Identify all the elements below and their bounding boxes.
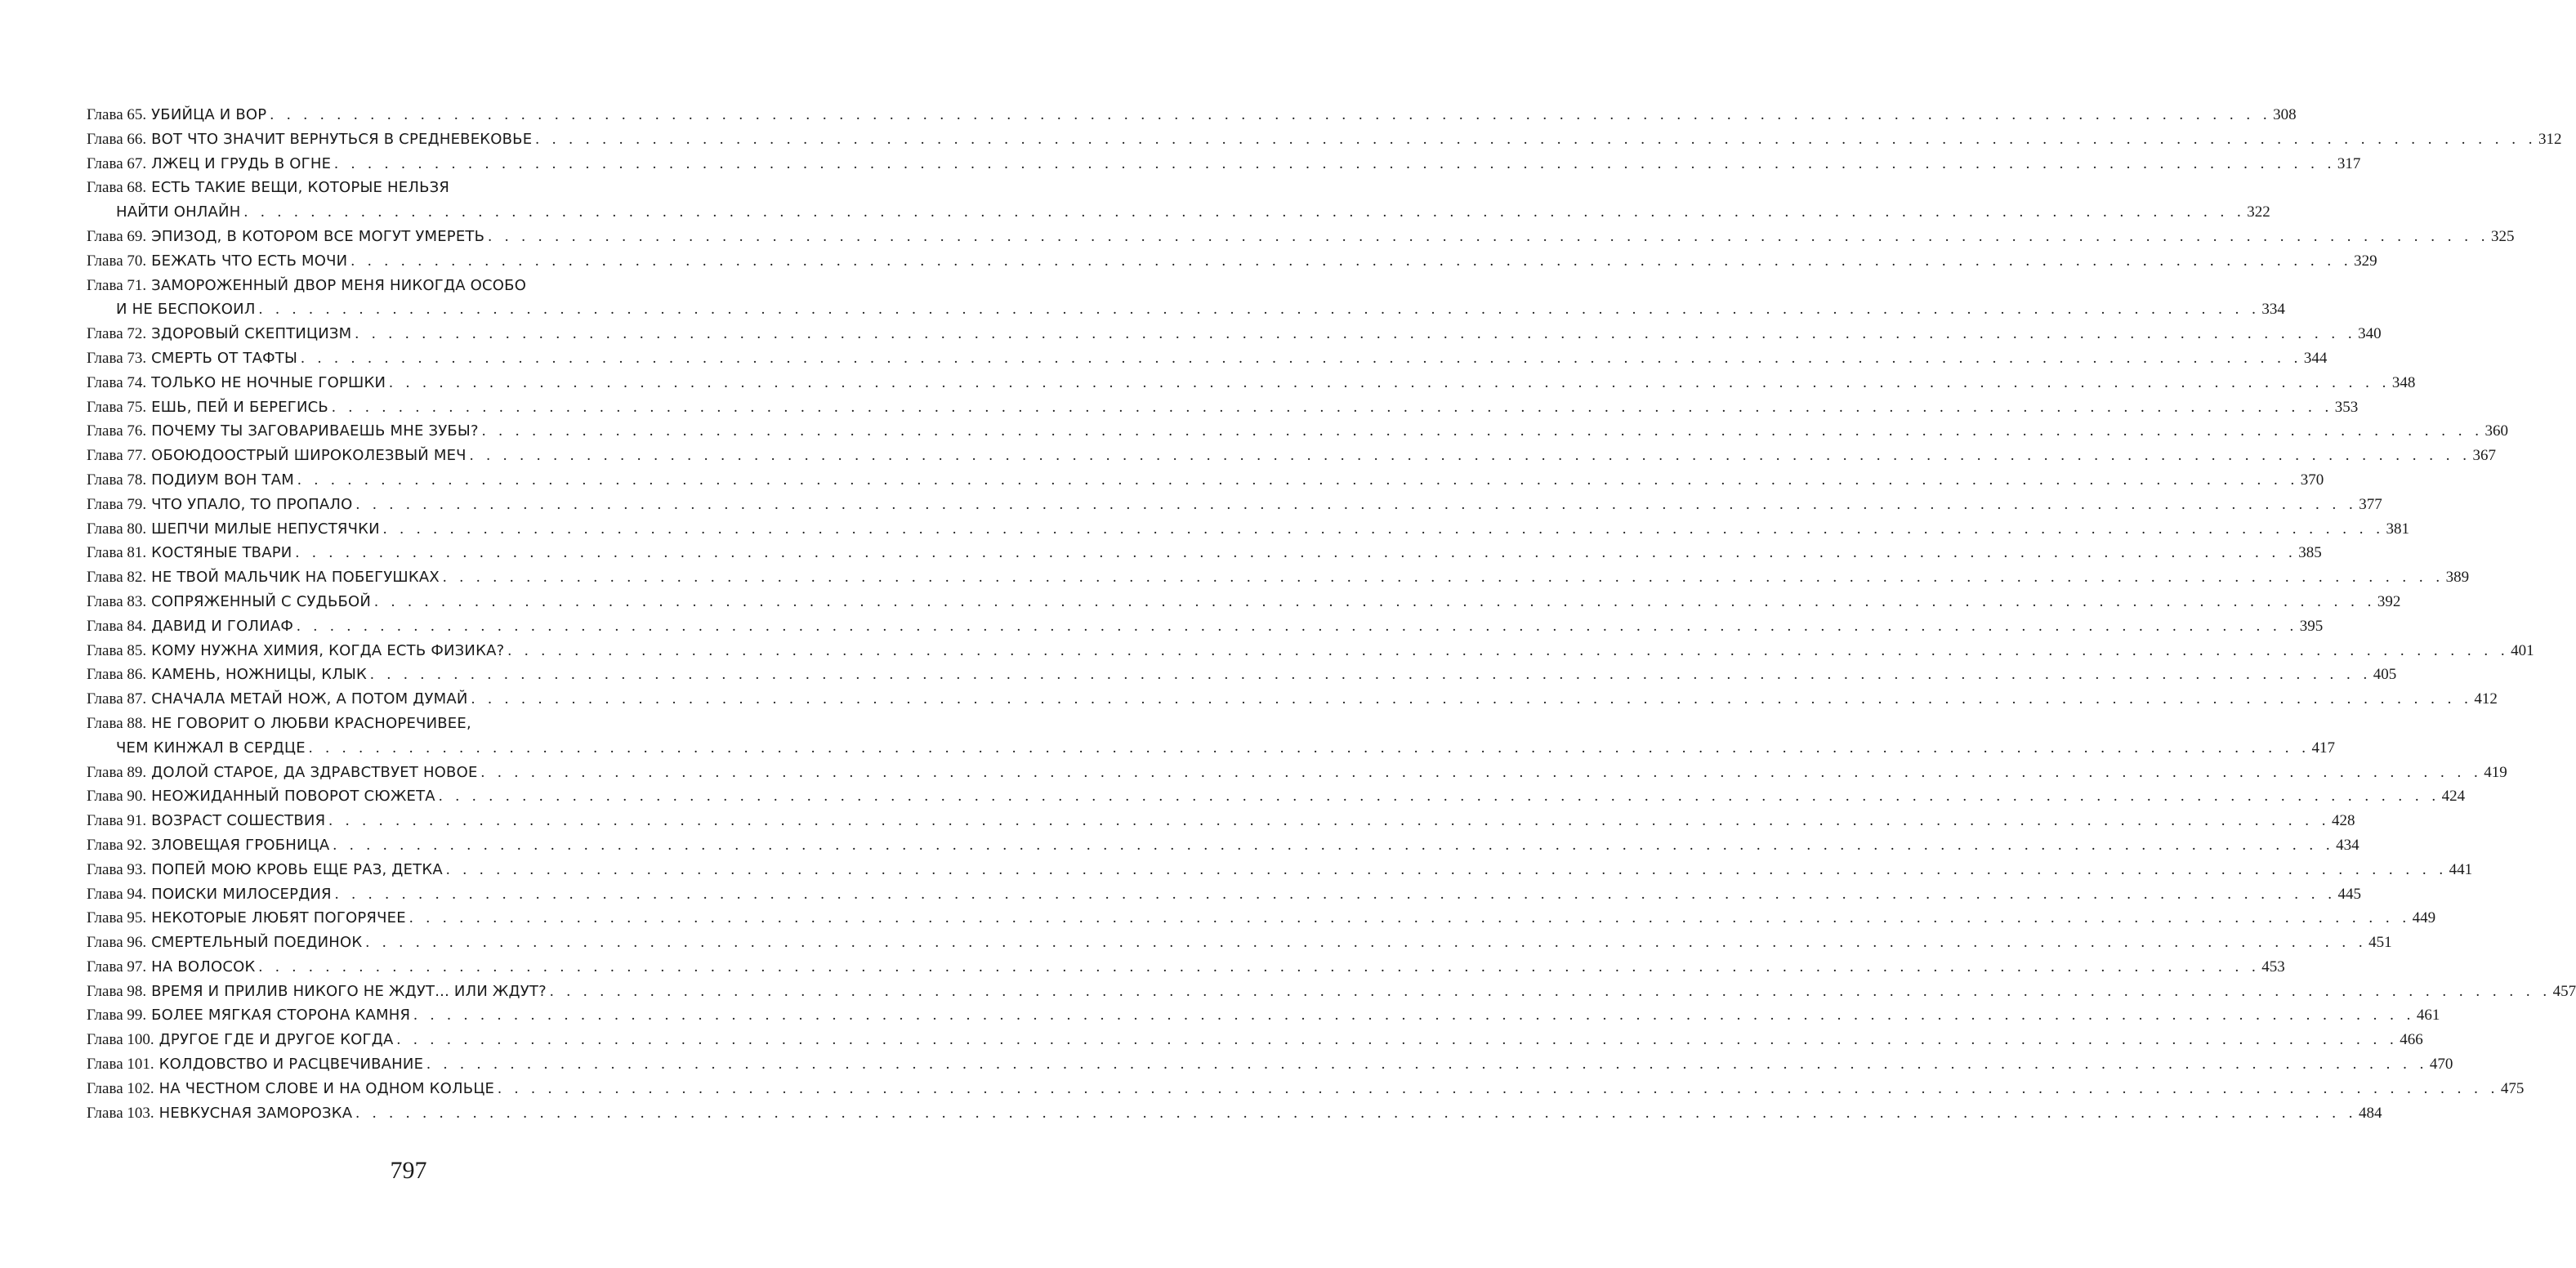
chapter-title: СМЕРТЕЛЬНЫЙ ПОЕДИНОК	[151, 934, 363, 952]
dot-leader: . . . . . . . . . . . . . . . . . . . . . . . . . . . . . . . . . . . . . . . . . . . . . . . . . . . . . . . . . . . . . . . . . . . . . . . . . . . . . . . . . . . . . . . . . . . . . . . . . . . . . . . . . . . . . . . . . . . . . . . .	[243, 203, 2246, 221]
chapter-page-number: 317	[2337, 154, 2361, 172]
toc-entry-line	[87, 761, 2507, 785]
toc-entry	[87, 761, 2507, 785]
dot-leader: . . . . . . . . . . . . . . . . . . . . . . . . . . . . . . . . . . . . . . . . . . . . . . . . . . . . . . . . . . . . . . . . . . . . . . . . . . . . . . . . . . . . . . . . . . . . . . . . . . . . . . . . . . . . . . . . . . . . . . . .	[438, 788, 2440, 806]
toc-entry-line	[87, 1077, 2525, 1101]
chapter-page-number: 395	[2299, 617, 2324, 635]
toc-entry-line	[87, 493, 2382, 517]
chapter-label: Глава 98.	[87, 982, 147, 1000]
toc-entry	[87, 784, 2466, 809]
dot-leader: . . . . . . . . . . . . . . . . . . . . . . . . . . . . . . . . . . . . . . . . . . . . . . . . . . . . . . . . . . . . . . . . . . . . . . . . . . . . . . . . . . . . . . . . . . . . . . . . . . . . . . . . . . . . . . . . . . . . . . . .	[258, 301, 2261, 319]
chapter-label: Глава 87.	[87, 690, 147, 708]
chapter-title: БОЛЕЕ МЯГКАЯ СТОРОНА КАМНЯ	[151, 1007, 411, 1025]
toc-entry	[87, 371, 2416, 395]
toc-entry	[87, 1003, 2440, 1028]
dot-leader: . . . . . . . . . . . . . . . . . . . . . . . . . . . . . . . . . . . . . . . . . . . . . . . . . . . . . . . . . . . . . . . . . . . . . . . . . . . . . . . . . . . . . . . . . . . . . . . . . . . . . . . . . . . . . . . . . . . . . . . .	[297, 617, 2298, 635]
chapter-page-number: 322	[2247, 203, 2270, 221]
page-number-footer: 797	[390, 1157, 427, 1184]
chapter-title: ВРЕМЯ И ПРИЛИВ НИКОГО НЕ ЖДУТ... ИЛИ ЖДУТ?	[151, 982, 547, 1000]
chapter-page-number: 445	[2337, 885, 2362, 903]
dot-leader: . . . . . . . . . . . . . . . . . . . . . . . . . . . . . . . . . . . . . . . . . . . . . . . . . . . . . . . . . . . . . . . . . . . . . . . . . . . . . . . . . . . . . . . . . . . . . . . . . . . . . . . . . . . . . . . . . . . . . . . .	[258, 958, 2261, 976]
chapter-label: Глава 94.	[87, 885, 147, 903]
toc-entry	[87, 541, 2322, 565]
chapter-title: НА ВОЛОСОК	[151, 958, 256, 976]
toc-entry	[87, 493, 2382, 517]
toc-entry	[87, 663, 2397, 687]
chapter-label: Глава 77.	[87, 447, 147, 465]
chapter-label: Глава 83.	[87, 592, 147, 610]
chapter-title: НА ЧЕСТНОМ СЛОВЕ И НА ОДНОМ КОЛЬЦЕ	[158, 1079, 495, 1097]
toc-entry	[87, 590, 2401, 614]
chapter-label: Глава 76.	[87, 422, 147, 440]
chapter-label: Глава 91.	[87, 812, 147, 830]
dot-leader: . . . . . . . . . . . . . . . . . . . . . . . . . . . . . . . . . . . . . . . . . . . . . . . . . . . . . . . . . . . . . . . . . . . . . . . . . . . . . . . . . . . . . . . . . . . . . . . . . . . . . . . . . . . . . . . . . . . . . . . .	[413, 1007, 2415, 1025]
chapter-page-number: 329	[2354, 252, 2377, 270]
toc-entry-line	[87, 127, 2562, 152]
chapter-page-number: 461	[2416, 1007, 2440, 1025]
dot-leader: . . . . . . . . . . . . . . . . . . . . . . . . . . . . . . . . . . . . . . . . . . . . . . . . . . . . . . . . . . . . . . . . . . . . . . . . . . . . . . . . . . . . . . . . . . . . . . . . . . . . . . . . . . . . . . . . . . . . . . . .	[471, 690, 2473, 708]
chapter-title: ЗДОРОВЫЙ СКЕПТИЦИЗМ	[151, 325, 352, 343]
chapter-label: Глава 93.	[87, 860, 147, 878]
dot-leader: . . . . . . . . . . . . . . . . . . . . . . . . . . . . . . . . . . . . . . . . . . . . . . . . . . . . . . . . . . . . . . . . . . . . . . . . . . . . . . . . . . . . . . . . . . . . . . . . . . . . . . . . . . . . . . . . . . . . . . . .	[355, 325, 2357, 343]
chapter-label: Глава 100.	[87, 1031, 154, 1049]
toc-entry	[87, 225, 2515, 249]
chapter-label: Глава 72.	[87, 325, 147, 343]
chapter-label: Глава 88.	[87, 714, 147, 732]
chapter-label: Глава 66.	[87, 130, 147, 148]
chapter-title: ТОЛЬКО НЕ НОЧНЫЕ ГОРШКИ	[151, 373, 386, 391]
toc-entry	[87, 931, 2392, 955]
toc-entry	[87, 176, 2270, 225]
chapter-page-number: 325	[2490, 227, 2515, 245]
toc-entry	[87, 103, 2297, 127]
chapter-page-number: 405	[2373, 666, 2397, 684]
dot-leader: . . . . . . . . . . . . . . . . . . . . . . . . . . . . . . . . . . . . . . . . . . . . . . . . . . . . . . . . . . . . . . . . . . . . . . . . . . . . . . . . . . . . . . . . . . . . . . . . . . . . . . . . . . . . . . . . . . . . . . . .	[301, 349, 2302, 367]
chapter-page-number: 475	[2500, 1079, 2525, 1097]
toc-entry-line	[87, 955, 2285, 980]
toc-entry	[87, 858, 2473, 882]
dot-leader: . . . . . . . . . . . . . . . . . . . . . . . . . . . . . . . . . . . . . . . . . . . . . . . . . . . . . . . . . . . . . . . . . . . . . . . . . . . . . . . . . . . . . . . . . . . . . . . . . . . . . . . . . . . . . . . . . . . . . . . .	[498, 1079, 2499, 1097]
toc-entry	[87, 1028, 2423, 1052]
chapter-title: ШЕПЧИ МИЛЫЕ НЕПУСТЯЧКИ	[151, 520, 380, 538]
chapter-title: БЕЖАТЬ ЧТО ЕСТЬ МОЧИ	[151, 252, 348, 270]
dot-leader: . . . . . . . . . . . . . . . . . . . . . . . . . . . . . . . . . . . . . . . . . . . . . . . . . . . . . . . . . . . . . . . . . . . . . . . . . . . . . . . . . . . . . . . . . . . . . . . . . . . . . . . . . . . . . . . . . . . . . . . .	[355, 1104, 2358, 1122]
chapter-page-number: 457	[2552, 982, 2576, 1000]
toc-entry-line	[87, 444, 2496, 468]
chapter-page-number: 392	[2377, 592, 2401, 610]
dot-leader: . . . . . . . . . . . . . . . . . . . . . . . . . . . . . . . . . . . . . . . . . . . . . . . . . . . . . . . . . . . . . . . . . . . . . . . . . . . . . . . . . . . . . . . . . . . . . . . . . . . . . . . . . . . . . . . . . . . . . . . .	[270, 106, 2272, 123]
chapter-page-number: 419	[2484, 763, 2507, 781]
chapter-title: ДАВИД И ГОЛИАФ	[151, 617, 294, 635]
dot-leader: . . . . . . . . . . . . . . . . . . . . . . . . . . . . . . . . . . . . . . . . . . . . . . . . . . . . . . . . . . . . . . . . . . . . . . . . . . . . . . . . . . . . . . . . . . . . . . . . . . . . . . . . . . . . . . . . . . . . . . . .	[469, 447, 2471, 465]
chapter-label: Глава 71.	[87, 276, 147, 294]
chapter-page-number: 441	[2449, 860, 2473, 878]
chapter-label: Глава 70.	[87, 252, 147, 270]
toc-entry	[87, 565, 2470, 590]
dot-leader: . . . . . . . . . . . . . . . . . . . . . . . . . . . . . . . . . . . . . . . . . . . . . . . . . . . . . . . . . . . . . . . . . . . . . . . . . . . . . . . . . . . . . . . . . . . . . . . . . . . . . . . . . . . . . . . . . . . . . . . .	[507, 641, 2510, 659]
toc-entry	[87, 1052, 2453, 1077]
toc-entry-line	[87, 565, 2470, 590]
chapter-page-number: 428	[2332, 812, 2355, 830]
dot-leader: . . . . . . . . . . . . . . . . . . . . . . . . . . . . . . . . . . . . . . . . . . . . . . . . . . . . . . . . . . . . . . . . . . . . . . . . . . . . . . . . . . . . . . . . . . . . . . . . . . . . . . . . . . . . . . . . . . . . . . . .	[488, 227, 2489, 245]
dot-leader: . . . . . . . . . . . . . . . . . . . . . . . . . . . . . . . . . . . . . . . . . . . . . . . . . . . . . . . . . . . . . . . . . . . . . . . . . . . . . . . . . . . . . . . . . . . . . . . . . . . . . . . . . . . . . . . . . . . . . . . .	[481, 422, 2484, 440]
toc-entry	[87, 1101, 2382, 1126]
toc-entry-line	[87, 687, 2498, 712]
toc-entry-continuation-line	[87, 736, 2336, 761]
chapter-label: Глава 89.	[87, 763, 147, 781]
dot-leader: . . . . . . . . . . . . . . . . . . . . . . . . . . . . . . . . . . . . . . . . . . . . . . . . . . . . . . . . . . . . . . . . . . . . . . . . . . . . . . . . . . . . . . . . . . . . . . . . . . . . . . . . . . . . . . . . . . . . . . . .	[334, 154, 2336, 172]
chapter-label: Глава 99.	[87, 1007, 147, 1025]
chapter-page-number: 370	[2300, 471, 2324, 489]
toc-entry	[87, 395, 2359, 420]
chapter-title: КОСТЯНЫЕ ТВАРИ	[151, 544, 292, 562]
toc-entry	[87, 906, 2436, 931]
dot-leader: . . . . . . . . . . . . . . . . . . . . . . . . . . . . . . . . . . . . . . . . . . . . . . . . . . . . . . . . . . . . . . . . . . . . . . . . . . . . . . . . . . . . . . . . . . . . . . . . . . . . . . . . . . . . . . . . . . . . . . . .	[331, 398, 2333, 416]
chapter-title: ПОПЕЙ МОЮ КРОВЬ ЕЩЕ РАЗ, ДЕТКА	[151, 860, 443, 878]
chapter-title: СОПРЯЖЕННЫЙ С СУДЬБОЙ	[151, 592, 372, 610]
toc-entry-line	[87, 395, 2359, 420]
chapter-label: Глава 81.	[87, 544, 147, 562]
chapter-title: ЕШЬ, ПЕЙ И БЕРЕГИСЬ	[151, 398, 328, 416]
chapter-title: КОМУ НУЖНА ХИМИЯ, КОГДА ЕСТЬ ФИЗИКА?	[151, 641, 505, 659]
toc-entry	[87, 346, 2328, 371]
chapter-label: Глава 102.	[87, 1079, 154, 1097]
toc-entry-line	[87, 517, 2410, 542]
toc-entry-line	[87, 541, 2322, 565]
dot-leader: . . . . . . . . . . . . . . . . . . . . . . . . . . . . . . . . . . . . . . . . . . . . . . . . . . . . . . . . . . . . . . . . . . . . . . . . . . . . . . . . . . . . . . . . . . . . . . . . . . . . . . . . . . . . . . . . . . . . . . . .	[535, 130, 2538, 148]
chapter-page-number: 412	[2474, 690, 2498, 708]
chapter-label: Глава 86.	[87, 666, 147, 684]
dot-leader: . . . . . . . . . . . . . . . . . . . . . . . . . . . . . . . . . . . . . . . . . . . . . . . . . . . . . . . . . . . . . . . . . . . . . . . . . . . . . . . . . . . . . . . . . . . . . . . . . . . . . . . . . . . . . . . . . . . . . . . .	[328, 812, 2331, 830]
chapter-title: ЭПИЗОД, В КОТОРОМ ВСЕ МОГУТ УМЕРЕТЬ	[151, 227, 485, 245]
table-of-contents	[87, 103, 2576, 1125]
toc-entry-line	[87, 833, 2359, 858]
toc-entry	[87, 980, 2576, 1004]
toc-entry-line	[87, 784, 2466, 809]
chapter-title: НЕВКУСНАЯ ЗАМОРОЗКА	[158, 1104, 353, 1122]
chapter-label: Глава 78.	[87, 471, 147, 489]
chapter-page-number: 449	[2412, 909, 2436, 927]
toc-entry-line	[87, 614, 2324, 639]
toc-entry-line	[87, 274, 698, 298]
toc-entry	[87, 249, 2377, 274]
toc-entry-line	[87, 1052, 2453, 1077]
chapter-title: УБИЙЦА И ВОР	[151, 106, 267, 123]
toc-entry	[87, 444, 2496, 468]
dot-leader: . . . . . . . . . . . . . . . . . . . . . . . . . . . . . . . . . . . . . . . . . . . . . . . . . . . . . . . . . . . . . . . . . . . . . . . . . . . . . . . . . . . . . . . . . . . . . . . . . . . . . . . . . . . . . . . . . . . . . . . .	[350, 252, 2353, 270]
toc-entry-continuation-line	[87, 200, 2270, 225]
chapter-label: Глава 75.	[87, 398, 147, 416]
chapter-page-number: 367	[2472, 447, 2496, 465]
chapter-page-number: 381	[2386, 520, 2410, 538]
chapter-label: Глава 101.	[87, 1056, 154, 1074]
toc-entry-line	[87, 346, 2328, 371]
dot-leader: . . . . . . . . . . . . . . . . . . . . . . . . . . . . . . . . . . . . . . . . . . . . . . . . . . . . . . . . . . . . . . . . . . . . . . . . . . . . . . . . . . . . . . . . . . . . . . . . . . . . . . . . . . . . . . . . . . . . . . . .	[389, 373, 2391, 391]
dot-leader: . . . . . . . . . . . . . . . . . . . . . . . . . . . . . . . . . . . . . . . . . . . . . . . . . . . . . . . . . . . . . . . . . . . . . . . . . . . . . . . . . . . . . . . . . . . . . . . . . . . . . . . . . . . . . . . . . . . . . . . .	[396, 1031, 2399, 1049]
toc-entry-line	[87, 712, 698, 736]
chapter-title: ЕСТЬ ТАКИЕ ВЕЩИ, КОТОРЫЕ НЕЛЬЗЯ	[151, 179, 450, 197]
chapter-label: Глава 103.	[87, 1104, 154, 1122]
chapter-title: ЗЛОВЕЩАЯ ГРОБНИЦА	[151, 836, 330, 854]
dot-leader: . . . . . . . . . . . . . . . . . . . . . . . . . . . . . . . . . . . . . . . . . . . . . . . . . . . . . . . . . . . . . . . . . . . . . . . . . . . . . . . . . . . . . . . . . . . . . . . . . . . . . . . . . . . . . . . . . . . . . . . .	[445, 860, 2448, 878]
chapter-page-number: 377	[2359, 495, 2382, 513]
toc-entry-line	[87, 468, 2324, 493]
toc-entry-line	[87, 419, 2508, 444]
chapter-label: Глава 84.	[87, 617, 147, 635]
chapter-title: ПОДИУМ ВОН ТАМ	[151, 471, 294, 489]
toc-entry	[87, 127, 2562, 152]
chapter-label: Глава 68.	[87, 179, 147, 197]
dot-leader: . . . . . . . . . . . . . . . . . . . . . . . . . . . . . . . . . . . . . . . . . . . . . . . . . . . . . . . . . . . . . . . . . . . . . . . . . . . . . . . . . . . . . . . . . . . . . . . . . . . . . . . . . . . . . . . . . . . . . . . .	[295, 544, 2297, 562]
chapter-title: НЕКОТОРЫЕ ЛЮБЯТ ПОГОРЯЧЕЕ	[151, 909, 406, 927]
chapter-page-number: 424	[2441, 788, 2466, 806]
toc-entry	[87, 322, 2382, 346]
dot-leader: . . . . . . . . . . . . . . . . . . . . . . . . . . . . . . . . . . . . . . . . . . . . . . . . . . . . . . . . . . . . . . . . . . . . . . . . . . . . . . . . . . . . . . . . . . . . . . . . . . . . . . . . . . . . . . . . . . . . . . . .	[382, 520, 2385, 538]
chapter-title: ОБОЮДООСТРЫЙ ШИРОКОЛЕЗВЫЙ МЕЧ	[151, 447, 467, 465]
dot-leader: . . . . . . . . . . . . . . . . . . . . . . . . . . . . . . . . . . . . . . . . . . . . . . . . . . . . . . . . . . . . . . . . . . . . . . . . . . . . . . . . . . . . . . . . . . . . . . . . . . . . . . . . . . . . . . . . . . . . . . . .	[374, 592, 2376, 610]
chapter-page-number: 348	[2391, 373, 2416, 391]
dot-leader: . . . . . . . . . . . . . . . . . . . . . . . . . . . . . . . . . . . . . . . . . . . . . . . . . . . . . . . . . . . . . . . . . . . . . . . . . . . . . . . . . . . . . . . . . . . . . . . . . . . . . . . . . . . . . . . . . . . . . . . .	[408, 909, 2411, 927]
toc-entry-line	[87, 639, 2534, 663]
dot-leader: . . . . . . . . . . . . . . . . . . . . . . . . . . . . . . . . . . . . . . . . . . . . . . . . . . . . . . . . . . . . . . . . . . . . . . . . . . . . . . . . . . . . . . . . . . . . . . . . . . . . . . . . . . . . . . . . . . . . . . . .	[549, 982, 2551, 1000]
toc-entry-line	[87, 371, 2416, 395]
chapter-title: ДОЛОЙ СТАРОЕ, ДА ЗДРАВСТВУЕТ НОВОЕ	[151, 763, 478, 781]
toc-entry	[87, 614, 2324, 639]
dot-leader: . . . . . . . . . . . . . . . . . . . . . . . . . . . . . . . . . . . . . . . . . . . . . . . . . . . . . . . . . . . . . . . . . . . . . . . . . . . . . . . . . . . . . . . . . . . . . . . . . . . . . . . . . . . . . . . . . . . . . . . .	[480, 763, 2483, 781]
chapter-page-number: 389	[2445, 569, 2470, 587]
chapter-title: НЕ ГОВОРИТ О ЛЮБВИ КРАСНОРЕЧИВЕЕ,	[151, 714, 471, 732]
toc-entry-line	[87, 906, 2436, 931]
toc-entry	[87, 1077, 2525, 1101]
chapter-title: СНАЧАЛА МЕТАЙ НОЖ, А ПОТОМ ДУМАЙ	[151, 690, 468, 708]
chapter-title: ВОТ ЧТО ЗНАЧИТ ВЕРНУТЬСЯ В СРЕДНЕВЕКОВЬЕ	[151, 130, 533, 148]
chapter-page-number: 434	[2336, 836, 2359, 854]
toc-entry-line	[87, 249, 2377, 274]
dot-leader: . . . . . . . . . . . . . . . . . . . . . . . . . . . . . . . . . . . . . . . . . . . . . . . . . . . . . . . . . . . . . . . . . . . . . . . . . . . . . . . . . . . . . . . . . . . . . . . . . . . . . . . . . . . . . . . . . . . . . . . .	[334, 885, 2337, 903]
toc-entry-line	[87, 931, 2392, 955]
toc-entry-line	[87, 1003, 2440, 1028]
chapter-title: ЛЖЕЦ И ГРУДЬ В ОГНЕ	[151, 154, 332, 172]
toc-entry	[87, 882, 2362, 907]
chapter-label: Глава 82.	[87, 569, 147, 587]
chapter-title: ЧЕМ КИНЖАЛ В СЕРДЦЕ	[116, 739, 306, 757]
chapter-page-number: 451	[2368, 934, 2392, 952]
chapter-title: ЗАМОРОЖЕННЫЙ ДВОР МЕНЯ НИКОГДА ОСОБО	[151, 276, 527, 294]
dot-leader: . . . . . . . . . . . . . . . . . . . . . . . . . . . . . . . . . . . . . . . . . . . . . . . . . . . . . . . . . . . . . . . . . . . . . . . . . . . . . . . . . . . . . . . . . . . . . . . . . . . . . . . . . . . . . . . . . . . . . . . .	[355, 495, 2358, 513]
toc-entry	[87, 274, 2285, 323]
dot-leader: . . . . . . . . . . . . . . . . . . . . . . . . . . . . . . . . . . . . . . . . . . . . . . . . . . . . . . . . . . . . . . . . . . . . . . . . . . . . . . . . . . . . . . . . . . . . . . . . . . . . . . . . . . . . . . . . . . . . . . . .	[370, 666, 2372, 684]
toc-entry-line	[87, 882, 2362, 907]
chapter-label: Глава 95.	[87, 909, 147, 927]
toc-entry-line	[87, 152, 2361, 176]
toc-entry-line	[87, 322, 2382, 346]
chapter-page-number: 417	[2311, 739, 2336, 757]
toc-entry-line	[87, 225, 2515, 249]
chapter-page-number: 466	[2400, 1031, 2423, 1049]
chapter-page-number: 484	[2359, 1104, 2382, 1122]
chapter-label: Глава 80.	[87, 520, 147, 538]
toc-entry-line	[87, 590, 2401, 614]
chapter-label: Глава 97.	[87, 958, 147, 976]
chapter-title: СМЕРТЬ ОТ ТАФТЫ	[151, 349, 298, 367]
chapter-title: ВОЗРАСТ СОШЕСТВИЯ	[151, 812, 326, 830]
chapter-title: НАЙТИ ОНЛАЙН	[116, 203, 241, 221]
chapter-page-number: 385	[2298, 544, 2322, 562]
chapter-page-number: 312	[2538, 130, 2562, 148]
chapter-title: НЕ ТВОЙ МАЛЬЧИК НА ПОБЕГУШКАХ	[151, 569, 440, 587]
chapter-title: ПОЧЕМУ ТЫ ЗАГОВАРИВАЕШЬ МНЕ ЗУБЫ?	[151, 422, 479, 440]
chapter-label: Глава 85.	[87, 641, 147, 659]
toc-entry	[87, 639, 2534, 663]
chapter-page-number: 353	[2334, 398, 2359, 416]
toc-entry	[87, 833, 2359, 858]
chapter-page-number: 360	[2484, 422, 2508, 440]
chapter-label: Глава 92.	[87, 836, 147, 854]
toc-entry-line	[87, 858, 2473, 882]
toc-entry	[87, 687, 2498, 712]
chapter-label: Глава 65.	[87, 106, 147, 123]
chapter-page-number: 334	[2261, 301, 2285, 319]
chapter-title: НЕОЖИДАННЫЙ ПОВОРОТ СЮЖЕТА	[151, 788, 435, 806]
chapter-title: КАМЕНЬ, НОЖНИЦЫ, КЛЫК	[151, 666, 368, 684]
toc-entry	[87, 152, 2361, 176]
toc-entry-line	[87, 176, 698, 200]
chapter-title: ЧТО УПАЛО, ТО ПРОПАЛО	[151, 495, 353, 513]
dot-leader: . . . . . . . . . . . . . . . . . . . . . . . . . . . . . . . . . . . . . . . . . . . . . . . . . . . . . . . . . . . . . . . . . . . . . . . . . . . . . . . . . . . . . . . . . . . . . . . . . . . . . . . . . . . . . . . . . . . . . . . .	[365, 934, 2368, 952]
toc-entry-line	[87, 1028, 2423, 1052]
chapter-title: ПОИСКИ МИЛОСЕРДИЯ	[151, 885, 332, 903]
chapter-page-number: 401	[2511, 641, 2534, 659]
dot-leader: . . . . . . . . . . . . . . . . . . . . . . . . . . . . . . . . . . . . . . . . . . . . . . . . . . . . . . . . . . . . . . . . . . . . . . . . . . . . . . . . . . . . . . . . . . . . . . . . . . . . . . . . . . . . . . . . . . . . . . . .	[333, 836, 2335, 854]
toc-entry	[87, 712, 2336, 761]
chapter-label: Глава 96.	[87, 934, 147, 952]
chapter-page-number: 308	[2273, 106, 2297, 123]
dot-leader: . . . . . . . . . . . . . . . . . . . . . . . . . . . . . . . . . . . . . . . . . . . . . . . . . . . . . . . . . . . . . . . . . . . . . . . . . . . . . . . . . . . . . . . . . . . . . . . . . . . . . . . . . . . . . . . . . . . . . . . .	[308, 739, 2310, 757]
chapter-label: Глава 73.	[87, 349, 147, 367]
chapter-page-number: 344	[2303, 349, 2328, 367]
chapter-label: Глава 90.	[87, 788, 147, 806]
chapter-title: ДРУГОЕ ГДЕ И ДРУГОЕ КОГДА	[158, 1031, 394, 1049]
chapter-page-number: 340	[2358, 325, 2382, 343]
toc-entry	[87, 468, 2324, 493]
toc-entry-line	[87, 809, 2355, 833]
chapter-label: Глава 67.	[87, 154, 147, 172]
toc-entry	[87, 955, 2285, 980]
toc-entry-line	[87, 663, 2397, 687]
chapter-title: И НЕ БЕСПОКОИЛ	[116, 301, 256, 319]
chapter-label: Глава 69.	[87, 227, 147, 245]
chapter-page-number: 453	[2261, 958, 2285, 976]
dot-leader: . . . . . . . . . . . . . . . . . . . . . . . . . . . . . . . . . . . . . . . . . . . . . . . . . . . . . . . . . . . . . . . . . . . . . . . . . . . . . . . . . . . . . . . . . . . . . . . . . . . . . . . . . . . . . . . . . . . . . . . .	[297, 471, 2299, 489]
dot-leader: . . . . . . . . . . . . . . . . . . . . . . . . . . . . . . . . . . . . . . . . . . . . . . . . . . . . . . . . . . . . . . . . . . . . . . . . . . . . . . . . . . . . . . . . . . . . . . . . . . . . . . . . . . . . . . . . . . . . . . . .	[426, 1056, 2428, 1074]
toc-entry-line	[87, 1101, 2382, 1126]
toc-entry	[87, 517, 2410, 542]
toc-entry	[87, 809, 2355, 833]
dot-leader: . . . . . . . . . . . . . . . . . . . . . . . . . . . . . . . . . . . . . . . . . . . . . . . . . . . . . . . . . . . . . . . . . . . . . . . . . . . . . . . . . . . . . . . . . . . . . . . . . . . . . . . . . . . . . . . . . . . . . . . .	[442, 569, 2444, 587]
chapter-label: Глава 79.	[87, 495, 147, 513]
toc-entry	[87, 419, 2508, 444]
chapter-label: Глава 74.	[87, 373, 147, 391]
chapter-title: КОЛДОВСТВО И РАСЦВЕЧИВАНИЕ	[158, 1056, 424, 1074]
toc-entry-continuation-line	[87, 297, 2285, 322]
toc-entry-line	[87, 103, 2297, 127]
chapter-page-number: 470	[2429, 1056, 2453, 1074]
toc-entry-line	[87, 980, 2576, 1004]
